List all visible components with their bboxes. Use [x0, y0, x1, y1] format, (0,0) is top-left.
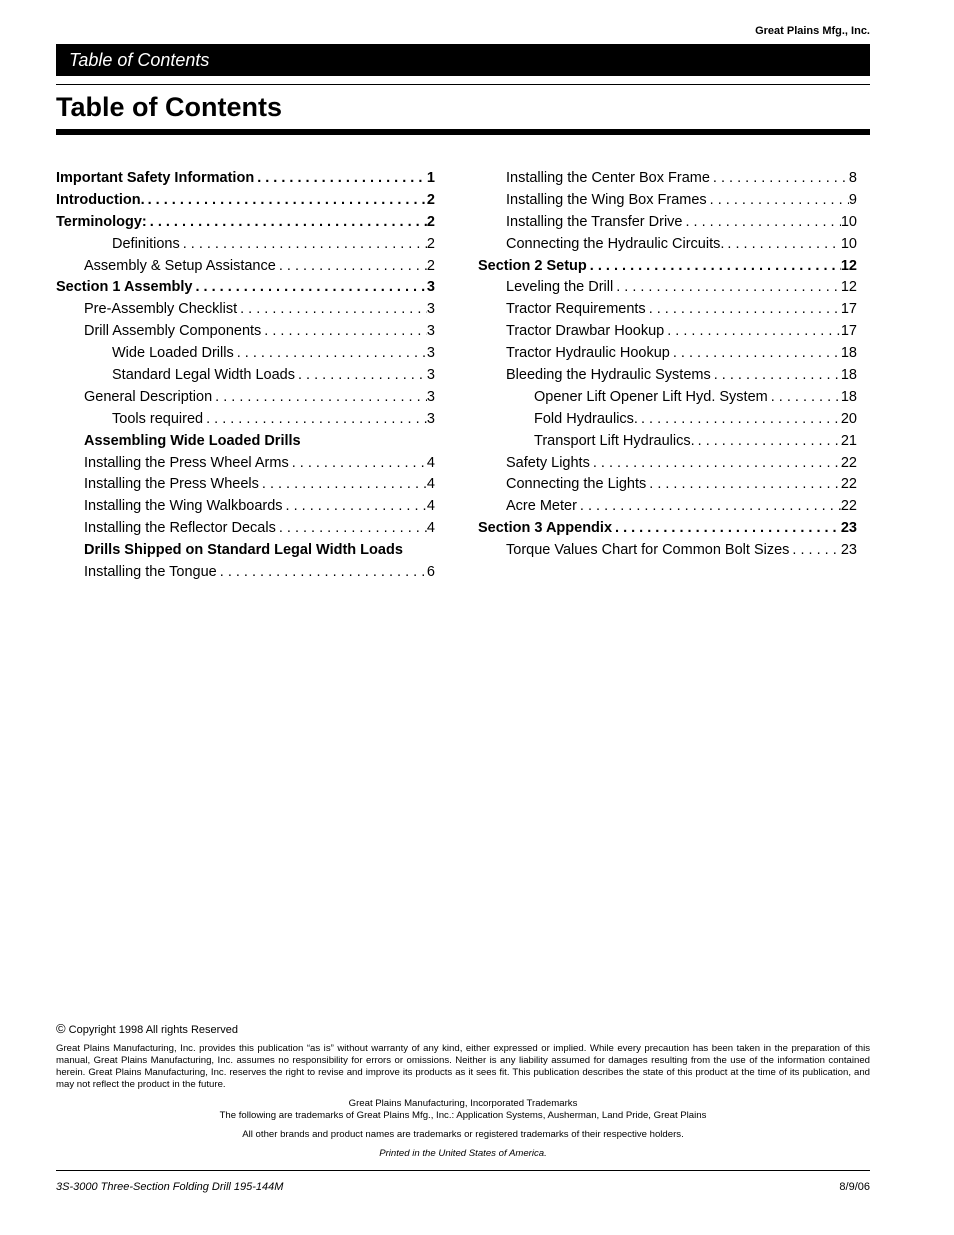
toc-entry-page: 2 — [426, 257, 435, 274]
toc-entry-label: Installing the Wing Walkboards — [84, 498, 283, 515]
toc-entry-label: Section 1 Assembly — [56, 279, 193, 296]
toc-entry[interactable] — [56, 389, 435, 411]
toc-entry-page: 3 — [426, 323, 435, 340]
toc-entry-label: Wide Loaded Drills — [112, 345, 234, 362]
toc-entry-label: Tractor Drawbar Hookup — [506, 323, 665, 340]
toc-dot-leader — [710, 170, 849, 186]
toc-entry-page: 17 — [840, 301, 857, 318]
toc-entry-page: 4 — [426, 476, 435, 493]
toc-entry-label: Introduction. — [56, 191, 145, 208]
title-divider — [56, 129, 870, 135]
toc-entry[interactable] — [478, 279, 857, 301]
toc-entry-label: Connecting the Hydraulic Circuits. — [506, 235, 725, 252]
copyright-symbol: © — [56, 1021, 66, 1036]
document-date: 8/9/06 — [839, 1181, 870, 1193]
toc-entry-page: 4 — [426, 498, 435, 515]
toc-dot-leader — [212, 389, 427, 405]
toc-entry-page: 12 — [840, 279, 857, 296]
toc-dot-leader — [711, 367, 841, 383]
toc-entry-page: 8 — [848, 170, 857, 186]
company-name: Great Plains Mfg., Inc. — [755, 25, 870, 37]
page-title: Table of Contents — [56, 92, 282, 122]
toc-entry[interactable] — [56, 498, 435, 520]
document-id: 3S-3000 Three-Section Folding Drill 195-144M — [56, 1181, 284, 1193]
toc-entry-label: Installing the Center Box Frame — [506, 170, 710, 186]
toc-dot-leader — [724, 236, 840, 252]
toc-dot-leader — [283, 498, 427, 514]
toc-dot-leader — [147, 214, 427, 230]
toc-dot-leader — [638, 411, 841, 427]
toc-dot-leader — [276, 258, 427, 274]
toc-entry[interactable] — [56, 236, 435, 258]
toc-entry[interactable] — [478, 455, 857, 477]
footer-divider — [56, 1170, 870, 1171]
toc-dot-leader — [646, 301, 841, 317]
toc-dot-leader — [261, 323, 427, 339]
toc-entry-page: 10 — [840, 235, 857, 252]
toc-entry-label: Installing the Transfer Drive — [506, 213, 683, 230]
toc-dot-leader — [768, 389, 841, 405]
toc-dot-leader — [254, 170, 427, 186]
toc-entry-label: Installing the Press Wheel Arms — [84, 454, 289, 471]
toc-entry-label: Torque Values Chart for Common Bolt Sizes — [506, 542, 790, 559]
toc-entry-label: Drills Shipped on Standard Legal Width Loads — [84, 542, 403, 559]
toc-dot-leader — [276, 520, 427, 536]
toc-entry-label: Definitions — [112, 235, 180, 252]
toc-entry-page: 20 — [840, 410, 857, 427]
toc-dot-leader — [590, 455, 841, 471]
toc-entry[interactable] — [56, 433, 435, 455]
toc-column-left — [56, 170, 435, 586]
toc-entry-label: Connecting the Lights — [506, 476, 647, 493]
toc-entry-page: 2 — [426, 235, 435, 252]
toc-dot-leader — [289, 455, 427, 471]
toc-entry-page: 18 — [840, 388, 857, 405]
toc-entry-label: Section 3 Appendix — [478, 520, 613, 537]
toc-entry[interactable] — [478, 345, 857, 367]
toc-entry-label: Assembling Wide Loaded Drills — [84, 432, 301, 449]
copyright-line — [56, 1021, 870, 1036]
toc-entry-page: 18 — [840, 367, 857, 384]
toc-entry-label: Installing the Press Wheels — [84, 476, 259, 493]
toc-entry[interactable] — [56, 323, 435, 345]
toc-entry-page: 22 — [840, 476, 857, 493]
toc-entry-page: 2 — [426, 213, 435, 230]
toc-dot-leader — [259, 476, 427, 492]
section-header-bar: Table of Contents — [56, 44, 870, 76]
toc-entry-page: 1 — [426, 170, 435, 186]
toc-dot-leader — [664, 323, 841, 339]
toc-entry-label: Transport Lift Hydraulics. — [534, 432, 695, 449]
toc-dot-leader — [695, 433, 841, 449]
trademarks-list: The following are trademarks of Great Plains Mfg., Inc.: Application Systems, Ausherman, Land Pride, Great Plains — [219, 1110, 707, 1121]
toc-entry-page: 4 — [426, 520, 435, 537]
toc-entry[interactable] — [478, 389, 857, 411]
other-brands-notice: All other brands and product names are trademarks or registered trademarks of their respective holders. — [242, 1129, 684, 1140]
toc-entry-page: 18 — [840, 345, 857, 362]
toc-entry-label: Tools required — [112, 410, 204, 427]
copyright-text: Copyright 1998 All rights Reserved — [68, 1024, 239, 1036]
toc-entry-page: 23 — [840, 542, 857, 559]
toc-entry[interactable] — [56, 301, 435, 323]
toc-entry[interactable] — [56, 476, 435, 498]
toc-entry-page: 3 — [426, 345, 435, 362]
toc-entry-label: General Description — [84, 388, 213, 405]
toc-entry[interactable] — [478, 323, 857, 345]
toc-entry[interactable] — [56, 214, 435, 236]
toc-entry-label: Acre Meter — [506, 498, 577, 515]
toc-entry-page: 6 — [426, 564, 435, 581]
toc-entry[interactable] — [56, 258, 435, 280]
disclaimer-text: Great Plains Manufacturing, Inc. provides this publication “as is” without warranty of any kind, either expressed or implied. While every precaution has been taken in the preparation of this manual, Great Plains Manufacturing, Inc. assumes no responsibility for errors or omissions. Neither is any liability assumed for damages resulting from the use of the information contained herein. Great Plains Manufacturing, Inc. reserves the right to revise and improve its products as it sees fit. This publication describes the state of this product at the time of its publication, and may not reflect the product in the future. — [56, 1043, 870, 1090]
toc-entry[interactable] — [478, 433, 857, 455]
toc-entry-page: 2 — [426, 191, 435, 208]
toc-dot-leader — [217, 564, 427, 580]
toc-entry[interactable] — [56, 192, 435, 214]
toc-dot-leader — [707, 192, 849, 208]
toc-entry[interactable] — [478, 411, 857, 433]
toc-column-right — [478, 170, 857, 564]
toc-entry[interactable] — [56, 367, 435, 389]
toc-entry-page: 3 — [426, 410, 435, 427]
toc-entry[interactable] — [56, 542, 435, 564]
toc-dot-leader — [789, 542, 840, 558]
toc-entry-page: 22 — [840, 498, 857, 515]
toc-entry-page: 3 — [426, 367, 435, 384]
toc-entry-page: 10 — [840, 213, 857, 230]
printed-notice: Printed in the United States of America. — [379, 1148, 547, 1159]
toc-dot-leader — [145, 192, 427, 208]
toc-entry[interactable] — [478, 367, 857, 389]
toc-entry[interactable] — [56, 564, 435, 586]
toc-entry-label: Assembly & Setup Assistance — [84, 257, 276, 274]
toc-dot-leader — [237, 301, 427, 317]
toc-entry-page: 3 — [426, 301, 435, 318]
toc-dot-leader — [587, 258, 841, 274]
toc-entry[interactable] — [478, 192, 857, 214]
toc-entry[interactable] — [478, 214, 857, 236]
toc-entry-label: Tractor Hydraulic Hookup — [506, 345, 670, 362]
toc-entry-label: Installing the Reflector Decals — [84, 520, 276, 537]
toc-entry-page: 17 — [840, 323, 857, 340]
toc-entry-label: Installing the Tongue — [84, 564, 217, 581]
toc-entry-label: Opener Lift Opener Lift Hyd. System — [534, 388, 768, 405]
toc-dot-leader — [612, 520, 841, 536]
toc-entry[interactable] — [478, 258, 857, 280]
toc-entry-page: 9 — [848, 191, 857, 208]
toc-dot-leader — [613, 279, 841, 295]
toc-entry[interactable] — [56, 411, 435, 433]
toc-entry-label: Installing the Wing Box Frames — [506, 191, 707, 208]
toc-entry-label: Leveling the Drill — [506, 279, 614, 296]
toc-dot-leader — [180, 236, 427, 252]
toc-entry-label: Standard Legal Width Loads — [112, 367, 295, 384]
toc-dot-leader — [577, 498, 841, 514]
toc-entry-label: Safety Lights — [506, 454, 590, 471]
toc-dot-leader — [203, 411, 427, 427]
toc-entry-label: Important Safety Information — [56, 170, 255, 186]
toc-entry-page: 23 — [840, 520, 857, 537]
toc-dot-leader — [234, 345, 427, 361]
trademarks-heading: Great Plains Manufacturing, Incorporated Trademarks — [348, 1098, 578, 1109]
toc-entry[interactable] — [56, 345, 435, 367]
toc-entry[interactable] — [56, 520, 435, 542]
toc-entry[interactable] — [478, 301, 857, 323]
toc-entry-label: Fold Hydraulics. — [534, 410, 638, 427]
toc-entry[interactable] — [478, 170, 857, 192]
toc-entry[interactable] — [478, 236, 857, 258]
toc-entry-page: 12 — [840, 257, 857, 274]
toc-entry-label: Bleeding the Hydraulic Systems — [506, 367, 711, 384]
toc-entry[interactable] — [56, 170, 435, 192]
toc-entry-page: 3 — [426, 388, 435, 405]
toc-dot-leader — [295, 367, 427, 383]
toc-entry-label: Drill Assembly Components — [84, 323, 262, 340]
toc-dot-leader — [670, 345, 841, 361]
toc-dot-leader — [646, 476, 841, 492]
toc-entry[interactable] — [56, 455, 435, 477]
toc-entry-page: 21 — [840, 432, 857, 449]
toc-entry[interactable] — [478, 498, 857, 520]
toc-dot-leader — [683, 214, 841, 230]
toc-entry-page: 3 — [426, 279, 435, 296]
toc-entry[interactable] — [478, 476, 857, 498]
toc-entry-label: Section 2 Setup — [478, 257, 587, 274]
toc-dot-leader — [192, 279, 426, 295]
toc-entry-label: Terminology: — [56, 213, 147, 230]
toc-entry-page: 22 — [840, 454, 857, 471]
toc-entry-label: Pre-Assembly Checklist — [84, 301, 238, 318]
header-divider — [56, 84, 870, 85]
toc-entry-page: 4 — [426, 454, 435, 471]
toc-entry[interactable] — [478, 520, 857, 542]
toc-entry-label: Tractor Requirements — [506, 301, 646, 318]
toc-entry[interactable] — [56, 279, 435, 301]
toc-entry[interactable] — [478, 542, 857, 564]
